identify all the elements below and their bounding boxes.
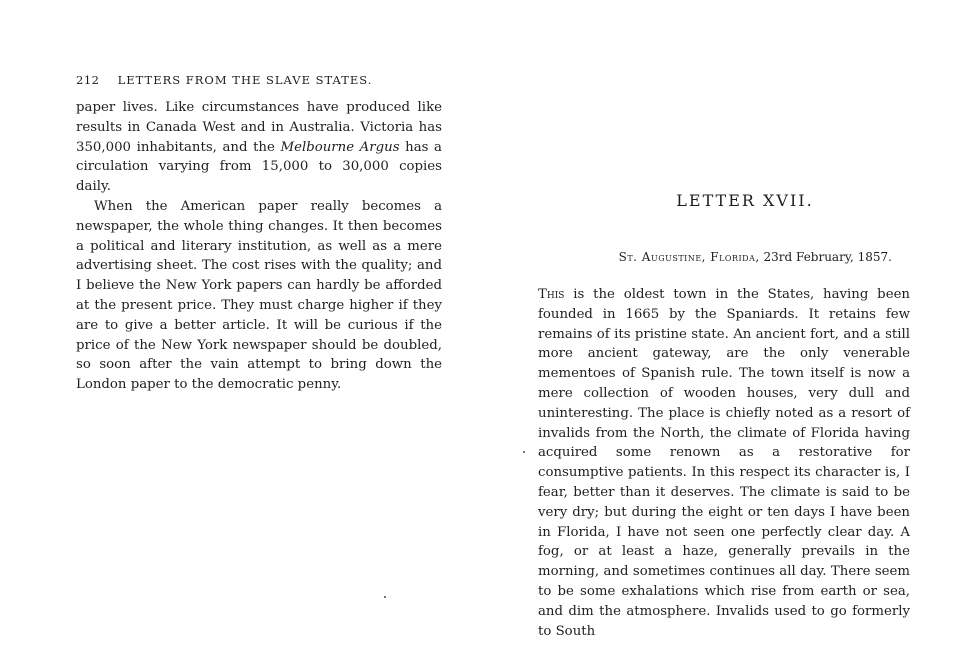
letter-heading: LETTER XVII. bbox=[676, 191, 814, 210]
first-word: This bbox=[538, 287, 565, 302]
dateline-date: 23rd February, 1857. bbox=[763, 250, 892, 264]
left-page-text bbox=[76, 98, 442, 395]
letter-body bbox=[538, 285, 910, 641]
running-title: LETTERS FROM THE SLAVE STATES. bbox=[117, 73, 373, 87]
dateline-place: St. Augustine, Florida, bbox=[618, 250, 760, 264]
body-text: is the oldest town in the States, having been founded in 1665 by the Spaniards. It retains few remains of its pristine state. An ancient fort, and a still more ancient gateway, are the only venerable mementoes of Spanish rule. The town itself is now a mere collection of wooden houses, very dull and uninteresting. The place is chiefly noted as a resort of invalids from the North, the climate of Florida having acquired some renown as a restorative for consumptive patients. In this respect its character is, I fear, better than it deserves. The climate is said to be very dry; but during the eight or ten days I have been in Florida, I have not seen one perfectly clear day. A fog, or at least a haze, generally prevails in the morning, and sometimes continues all day. There seem to be some exhalations which rise from earth or sea, and dim the atmosphere. Invalids used to go formerly to South bbox=[538, 287, 910, 639]
scan-speck bbox=[384, 596, 386, 598]
paragraph-continued bbox=[76, 98, 442, 197]
paragraph-text: paper lives. Like circumstances have produced like results in Canada West and in Australia. Victoria has 350,000 inhabitants, and the bbox=[76, 100, 442, 155]
right-page-text bbox=[538, 285, 910, 641]
dateline bbox=[618, 250, 892, 264]
running-head bbox=[76, 73, 372, 87]
page-number: 212 bbox=[76, 73, 100, 87]
newspaper-title: Melbourne Argus bbox=[280, 139, 400, 155]
paragraph-american-paper: When the American paper really becomes a newspaper, the whole thing changes. It then becomes a political and literary institution, as well as a mere advertising sheet. The cost rises with the quality; and I believe the New York papers can hardly be afforded at the present price. They must charge higher if they are to give a better article. It will be curious if the price of the New York newspaper should be doubled, so soon after the vain attempt to bring down the London paper to the democratic penny. bbox=[76, 198, 442, 393]
scan-speck bbox=[523, 451, 525, 453]
right-page bbox=[490, 0, 980, 668]
paragraph-text: has a circulation varying from 15,000 to 30,000 copies daily. bbox=[76, 139, 442, 195]
